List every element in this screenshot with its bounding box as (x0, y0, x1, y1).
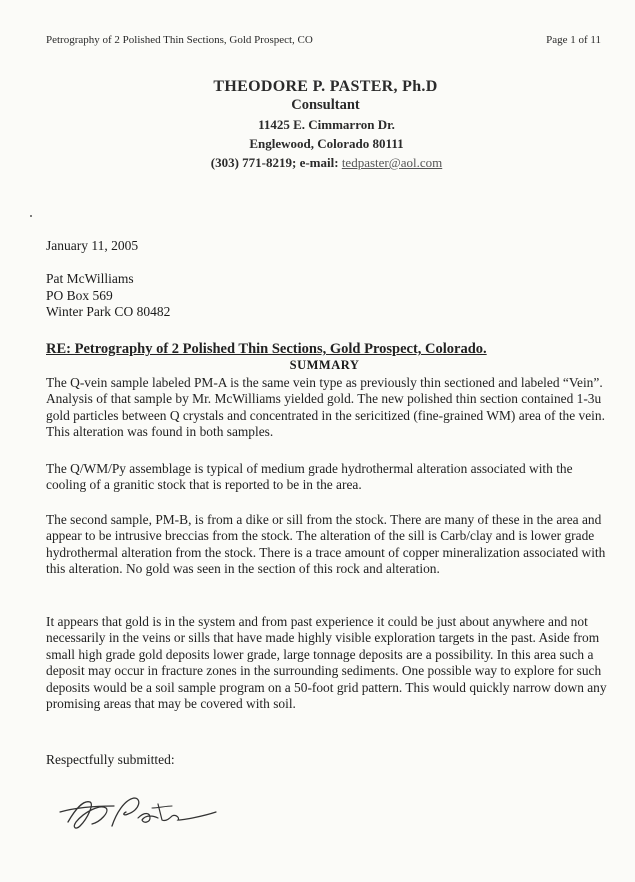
paragraph-text: The Q-vein sample labeled PM-A is the same vein type as previously thin sectioned and labeled “Vein”. Analysis of that sample by Mr. McWilliams yielded gold. The new polished thin section contained 1-3u gold particles between Q crystals and concentrated in the sericitized (fine-grained WM) area of the vein. This alteration was found in both samples. (46, 375, 605, 440)
page-number: Page 1 of 11 (546, 34, 601, 46)
letterhead (0, 78, 635, 171)
header-title: Petrography of 2 Polished Thin Sections, Gold Prospect, CO (46, 34, 313, 46)
paragraph-2 (46, 461, 611, 494)
paragraph-1 (46, 375, 611, 441)
closing-line: Respectfully submitted: (46, 752, 175, 767)
author-contact (18, 155, 635, 171)
paragraph-text: The Q/WM/Py assemblage is typical of medium grade hydrothermal alteration associated with the cooling of a granitic stock that is reported to be in the area. (46, 461, 573, 493)
paragraph-text: The second sample, PM-B, is from a dike or sill from the stock. There are many of these in the area and appear to be intrusive breccias from the stock. The alteration of the sill is Carb/clay and is lower grade hydrothermal alteration from the stock. There is a trace amount of copper mineralization associated with this alteration. No gold was seen in the section of this rock and alteration. (46, 512, 606, 577)
recipient-address (46, 271, 170, 321)
paragraph-4 (46, 614, 611, 712)
author-phone: (303) 771-8219; e-mail: (210, 155, 339, 170)
recipient-name: Pat McWilliams (46, 271, 134, 286)
summary-heading: SUMMARY (289, 358, 360, 372)
author-street: 11425 E. Cimmarron Dr. (258, 117, 395, 132)
subject-line: RE: Petrography of 2 Polished Thin Sections, Gold Prospect, Colorado. (46, 341, 487, 357)
author-name: THEODORE P. PASTER, Ph.D (213, 78, 438, 95)
paragraph-text: It appears that gold is in the system and from past experience it could be just about anywhere and not necessarily in the veins or sills that have made highly visible exploration targets in the past. Aside from small high grade gold deposits lower grade, large tonnage deposits are a possibility. In this area such a deposit may occur in fracture zones in the surrounding sediments. One possible way to explore for such deposits would be a soil sample program on a 50-foot grid pattern. This would quickly narrow down any promising areas that may be covered with soil. (46, 614, 607, 712)
letter-date: January 11, 2005 (46, 238, 139, 253)
scan-speck (30, 215, 32, 217)
signature-image (54, 778, 224, 838)
recipient-box: PO Box 569 (46, 287, 113, 303)
author-city: Englewood, Colorado 80111 (249, 136, 404, 151)
recipient-city: Winter Park CO 80482 (46, 304, 171, 319)
author-role: Consultant (291, 97, 360, 113)
paragraph-3 (46, 512, 611, 578)
author-email-link[interactable]: tedpaster@aol.com (341, 155, 443, 170)
